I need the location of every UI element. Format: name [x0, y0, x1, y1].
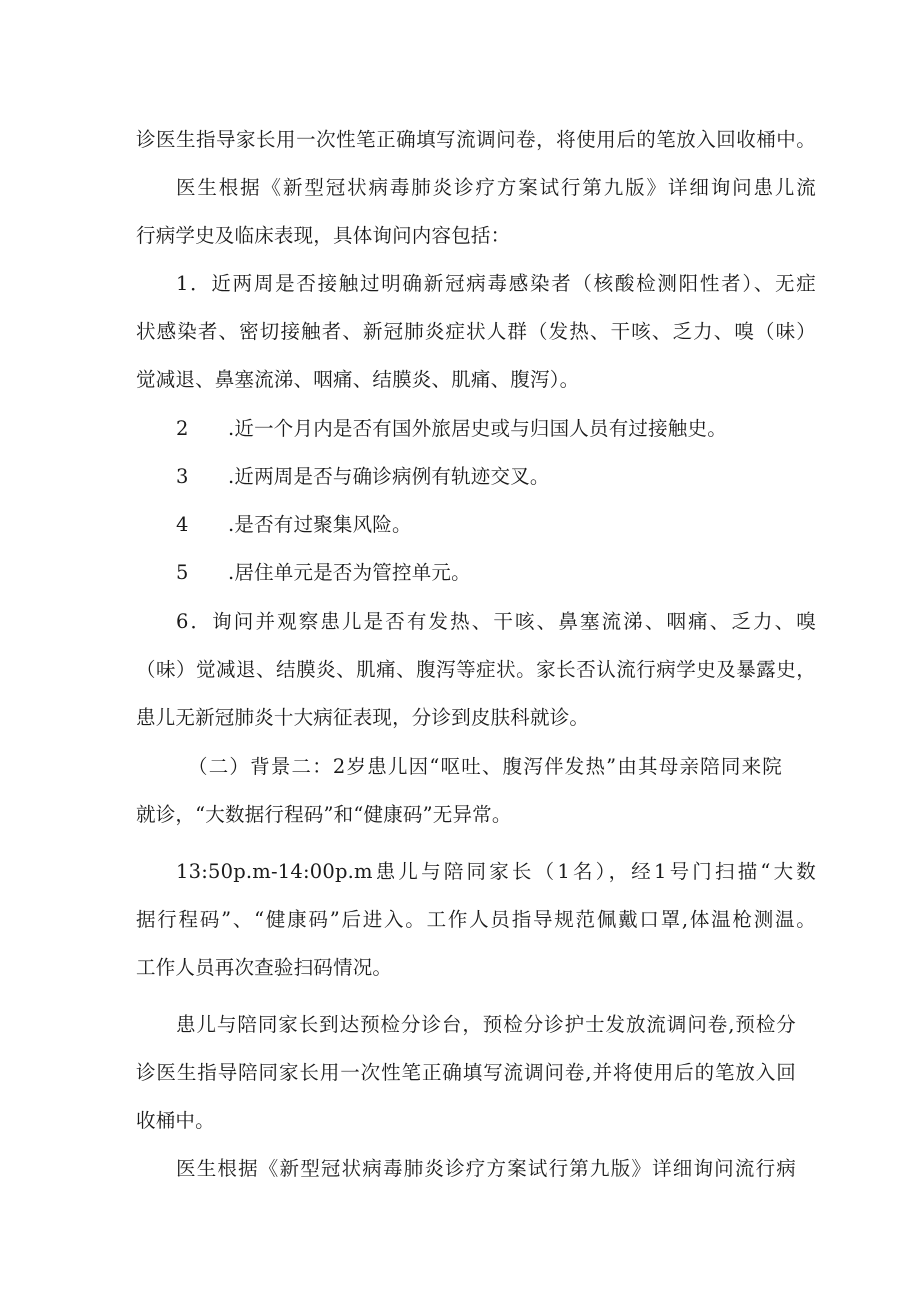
- paragraph-line: 据行程码”、“健康码”后进入。工作人员指导规范佩戴口罩,体温枪测温。: [136, 908, 816, 931]
- list-item: [176, 511, 856, 539]
- paragraph-line: 13:50p.m-14:00p.m患儿与陪同家长（1名），经1号门扫描“大数: [176, 860, 816, 883]
- list-item-number: 3: [176, 465, 189, 488]
- list-item-line: 状感染者、密切接触者、新冠肺炎症状人群（发热、干咳、乏力、嗅（味）: [136, 320, 816, 343]
- paragraph-line: 医生根据《新型冠状病毒肺炎诊疗方案试行第九版》详细询问流行病: [176, 1157, 796, 1180]
- list-item-line: 患儿无新冠肺炎十大病征表现，分诊到皮肤科就诊。: [136, 706, 590, 729]
- paragraph-line: 就诊，“大数据行程码”和“健康码”无异常。: [136, 803, 512, 826]
- list-item-number: 5: [176, 561, 189, 584]
- list-item: [176, 415, 856, 443]
- list-item-text: .近两周是否与确诊病例有轨迹交叉。: [228, 465, 550, 488]
- list-item-line: 6．询问并观察患儿是否有发热、干咳、鼻塞流涕、咽痛、乏力、嗅: [176, 610, 816, 633]
- list-item-text: .近一个月内是否有国外旅居史或与归国人员有过接触史。: [228, 417, 727, 440]
- paragraph-line: 医生根据《新型冠状病毒肺炎诊疗方案试行第九版》详细询问患儿流: [176, 176, 816, 199]
- list-item-text: .是否有过聚集风险。: [228, 513, 412, 536]
- list-item: [176, 463, 856, 491]
- list-item-number: 4: [176, 513, 189, 536]
- paragraph-line: 诊医生指导陪同家长用一次性笔正确填写流调问卷,并将使用后的笔放入回: [136, 1061, 796, 1084]
- list-item-line: 觉减退、鼻塞流涕、咽痛、结膜炎、肌痛、腹泻）。: [136, 368, 580, 391]
- list-item-number: 2: [176, 417, 189, 440]
- list-item-line: （味）觉减退、结膜炎、肌痛、腹泻等症状。家长否认流行病学史及暴露史，: [136, 658, 816, 681]
- list-item-line: 1．近两周是否接触过明确新冠病毒感染者（核酸检测阳性者）、无症: [176, 272, 816, 295]
- paragraph-line: 诊医生指导家长用一次性笔正确填写流调问卷，将使用后的笔放入回收桶中。: [136, 128, 816, 151]
- paragraph-line: 工作人员再次查验扫码情况。: [136, 956, 393, 979]
- paragraph-line: 收桶中。: [136, 1109, 215, 1132]
- paragraph-line: 患儿与陪同家长到达预检分诊台，预检分诊护士发放流调问卷,预检分: [176, 1013, 796, 1036]
- paragraph-line: 行病学史及临床表现，具体询问内容包括：: [136, 224, 511, 247]
- section-heading-line: （二）背景二：2岁患儿因“呕吐、腹泻伴发热”由其母亲陪同来院: [188, 755, 782, 778]
- list-item: [176, 559, 856, 587]
- list-item-text: .居住单元是否为管控单元。: [228, 561, 471, 584]
